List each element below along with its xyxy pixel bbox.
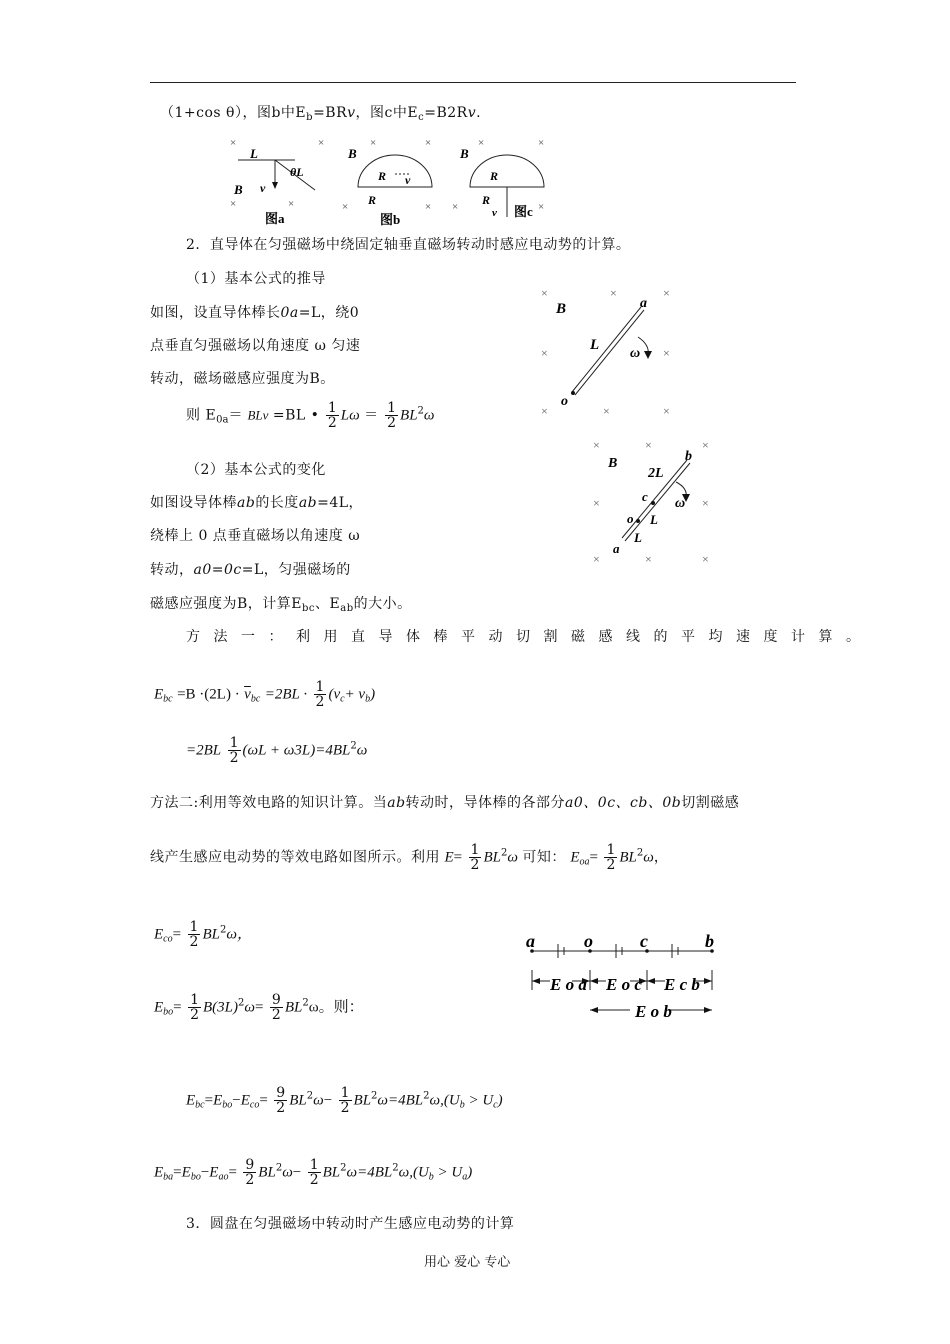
- eqBc-eq1: =: [204, 1092, 214, 1109]
- eqA-frac: [314, 680, 327, 709]
- eqBc-bc: bc: [195, 1099, 205, 1111]
- svg-text:×: ×: [478, 137, 485, 149]
- method2-segs: a0、0c、cb、0b: [565, 795, 682, 811]
- frac-den: 2: [387, 415, 397, 431]
- p2-a0: a0: [193, 562, 212, 578]
- frac-den: 2: [189, 934, 199, 950]
- circuit-a: a: [526, 931, 535, 951]
- equivalent-circuit-line: 线产生感应电动势的等效电路如图所示。利用 E= $\frac{1}{2}$ $BL^2\omega$ 可知： $E_{oa}=$ $\frac{1}{2}$ $BL^2\omega$，: [150, 842, 669, 873]
- eqBa-eq2: =: [228, 1164, 237, 1181]
- p1-line2: 点垂直匀强磁场以角速度 ω 匀速: [150, 338, 361, 354]
- svg-text:×: ×: [702, 438, 709, 452]
- fig2-b: b: [685, 449, 692, 464]
- svg-text:×: ×: [452, 201, 459, 213]
- eqCo-E: E: [154, 926, 164, 943]
- frac-num: 1: [190, 992, 200, 1008]
- eqBo-w: ω: [244, 999, 255, 1016]
- fig-c-R1: R: [490, 169, 499, 183]
- fig2-L2: L: [634, 530, 642, 545]
- method-1-text: 方法一：利用直导体棒平动切割磁感线的平均速度计算。: [186, 629, 874, 645]
- eqBa-close: ): [467, 1164, 473, 1181]
- intro-line: [160, 102, 481, 123]
- eqBo-E: E: [154, 999, 164, 1016]
- eqCo-eq: =: [172, 926, 182, 943]
- eqBa-gt: > U: [433, 1164, 463, 1181]
- fig-b-B: B: [348, 146, 357, 161]
- svg-text:×: ×: [230, 198, 237, 210]
- svg-text:×: ×: [230, 137, 237, 149]
- intro-dot: .: [476, 105, 482, 121]
- p2-line1: [150, 492, 363, 512]
- equation-Eba: $E_{ba}=E_{bo}-E_{ao}=$ $\frac{9}{2}$ $BL^2\omega-$ $\frac{1}{2}$ $BL^2\omega=4BL^2\omega,(U_b > U_a)$: [154, 1157, 473, 1188]
- eq1-BL: BL: [400, 407, 418, 424]
- eqBa-ua: a: [462, 1171, 468, 1183]
- svg-text:×: ×: [603, 404, 610, 418]
- p2-text-a: 如图设导体棒: [150, 495, 237, 511]
- eq1-prefix: 则 E: [186, 407, 217, 424]
- fig1-B: B: [556, 301, 567, 317]
- eqBa-frac1: [243, 1158, 256, 1187]
- eqCo-BL: BL: [202, 926, 220, 943]
- frac-den: 2: [606, 857, 616, 873]
- frac-den: 2: [340, 1100, 350, 1116]
- p2-text-e: =L，匀强磁场的: [241, 562, 351, 578]
- eqB-part1: =2BL: [186, 742, 222, 759]
- eqA-part2: =2BL ·: [264, 686, 308, 703]
- fig2-omega: ω: [675, 496, 686, 511]
- frac-num: 1: [309, 1157, 319, 1173]
- fig2-2L: 2L: [648, 466, 664, 481]
- figure-rotating-rod: [538, 285, 698, 420]
- method2-text-c: 切割磁感: [681, 795, 740, 811]
- svg-text:×: ×: [541, 346, 548, 360]
- p1-text-b: =L，绕0: [298, 305, 360, 321]
- eqBa-bo: bo: [190, 1171, 201, 1183]
- fig-b-R1: R: [378, 169, 387, 183]
- intro-text-1: （1+cos θ），图b中E: [160, 105, 307, 121]
- figure-b: [347, 146, 432, 227]
- svg-text:×: ×: [663, 404, 670, 418]
- eqBo-eq2: =: [254, 999, 264, 1016]
- eqBa-cond: ,(U: [409, 1164, 429, 1181]
- eq1-frac-2: [385, 401, 398, 430]
- line-oa: oa: [579, 856, 590, 868]
- fig-c-v: v: [492, 207, 497, 219]
- eqA-E: E: [154, 686, 164, 703]
- fig-a-thetaL: θL: [290, 165, 304, 179]
- eqBa-E1: E: [154, 1164, 164, 1181]
- fig2-B: B: [608, 456, 618, 471]
- p2-line3: [150, 559, 351, 579]
- intro-text-4: =B2R: [424, 105, 468, 121]
- p2-text-f: 磁感应强度为B，计算E: [150, 596, 303, 612]
- svg-text:×: ×: [538, 201, 545, 213]
- svg-text:×: ×: [541, 286, 548, 300]
- svg-text:×: ×: [645, 552, 652, 566]
- eqBo-end: ω。则：: [308, 999, 364, 1016]
- svg-text:×: ×: [425, 201, 432, 213]
- eqBo-BL: BL: [284, 999, 303, 1016]
- eqBc-bo: bo: [222, 1099, 233, 1111]
- eqA-plus: + v: [344, 686, 366, 703]
- eqA-close: ): [370, 686, 376, 703]
- eq1-w: ω: [423, 407, 435, 424]
- eqA-b: b: [365, 693, 371, 705]
- eqBa-E3: E: [209, 1164, 219, 1181]
- frac-num: 1: [189, 919, 199, 935]
- p2-ab2: ab: [298, 495, 318, 511]
- svg-text:×: ×: [645, 438, 652, 452]
- frac-num: 1: [327, 400, 337, 416]
- intro-text-2: =BR: [313, 105, 348, 121]
- eqCo-w: ω，: [226, 926, 252, 943]
- circuit-Ecb: E c b: [664, 975, 700, 994]
- fig2-a: a: [613, 541, 620, 556]
- eqBc-cond: ,(U: [440, 1092, 460, 1109]
- eqA-c: c: [340, 693, 345, 705]
- subsection-1-title: （1）基本公式的推导: [186, 271, 326, 287]
- frac-num-9: 9: [245, 1157, 255, 1173]
- p1-line1: [150, 302, 359, 322]
- line-eq-text: 线产生感应电动势的等效电路如图所示。利用: [150, 849, 440, 866]
- eqA-part3: (v: [328, 686, 341, 703]
- eqBa-res: =4BL: [357, 1164, 393, 1181]
- frac-den: 2: [229, 750, 239, 766]
- intro-v: v: [347, 105, 356, 121]
- frac-den: 2: [271, 1007, 281, 1023]
- circuit-Eoc: E o c: [606, 975, 642, 994]
- eqBc-w2: ω: [377, 1092, 389, 1109]
- eqBa-w3: ω: [398, 1164, 410, 1181]
- p2-text-d: 转动，: [150, 562, 194, 578]
- eqBo-sub: bo: [163, 1006, 174, 1018]
- intro-v2: v: [467, 105, 477, 121]
- fig2-L1: L: [650, 512, 658, 527]
- frac-den: 2: [327, 415, 337, 431]
- equivalent-circuit: [520, 928, 730, 1023]
- method2-text-b: 转动时，导体棒的各部分: [405, 795, 566, 811]
- eqA-part1: =B ·(2L) ·: [177, 686, 240, 703]
- p2-text-c: =4L，: [317, 495, 364, 511]
- eqBc-co: co: [249, 1099, 260, 1111]
- frac-num: 1: [229, 735, 239, 751]
- fig-a-L: L: [250, 146, 258, 161]
- fig-b-label: 图b: [380, 212, 401, 227]
- fig-c-R2: R: [482, 193, 491, 207]
- eqBc-w3: ω: [429, 1092, 441, 1109]
- line-w: ω: [507, 849, 518, 866]
- section-3-title: 3．圆盘在匀强磁场中转动时产生感应电动势的计算: [186, 1216, 515, 1232]
- fig2-o: o: [627, 511, 634, 526]
- eqBa-w1: ω: [282, 1164, 293, 1181]
- eq1-Lw: Lω: [340, 407, 360, 424]
- page-footer: 用心 爱心 专心: [424, 1255, 511, 1270]
- frac-den: 2: [190, 1007, 200, 1023]
- eqBc-E1: E: [186, 1092, 196, 1109]
- eqB-frac: [228, 736, 241, 765]
- eqBc-E3: E: [240, 1092, 250, 1109]
- frac-den: 2: [276, 1100, 286, 1116]
- eq1-sub: 0a: [216, 414, 229, 426]
- svg-text:×: ×: [663, 346, 670, 360]
- svg-text:×: ×: [593, 496, 600, 510]
- equation-Eco: $E_{co}=$ $\frac{1}{2}$ $BL^2\omega$，: [154, 919, 252, 950]
- frac-num-9: 9: [271, 992, 281, 1008]
- eqCo-frac: [188, 920, 201, 949]
- line-frac: [469, 843, 482, 872]
- circuit-Eoa: E o a: [550, 975, 587, 994]
- eqBa-w2: ω: [346, 1164, 358, 1181]
- eqBc-frac1: [274, 1086, 287, 1115]
- eq1-eq2: ＝: [364, 407, 379, 424]
- fig2-c: c: [642, 489, 648, 504]
- p2-0c: 0c: [224, 562, 242, 578]
- eqBc-BL2: BL: [353, 1092, 372, 1109]
- fig1-L: L: [590, 337, 600, 353]
- fig1-a: a: [640, 296, 647, 311]
- equation-Ebo: $E_{bo}=$ $\frac{1}{2}$ $B(3L)^2\omega=$ $\frac{9}{2}$ $BL^2\omega$。则：: [154, 992, 364, 1023]
- frac-num: 1: [606, 842, 616, 858]
- equation-A: [154, 680, 375, 709]
- frac-den: 2: [315, 694, 325, 710]
- eqBo-B3L: B(3L): [203, 999, 239, 1016]
- eqBc-close: ): [497, 1092, 503, 1109]
- line-eq2: =: [589, 849, 598, 866]
- frac-num: 1: [387, 400, 397, 416]
- p2-eq: =: [211, 562, 224, 578]
- frac-num: 1: [340, 1085, 350, 1101]
- line-BL: BL: [483, 849, 501, 866]
- fig-c-label: 图c: [514, 204, 533, 219]
- figures-abc: [220, 132, 560, 227]
- p2-ab3: ab: [340, 603, 354, 614]
- eqBa-ba: ba: [163, 1171, 174, 1183]
- svg-text:×: ×: [541, 404, 548, 418]
- p2-text-g: 的大小。: [353, 596, 412, 612]
- header-rule: [150, 82, 796, 83]
- eqBc-w1: ω: [313, 1092, 324, 1109]
- svg-text:×: ×: [538, 137, 545, 149]
- fig1-omega: ω: [630, 346, 641, 361]
- svg-text:×: ×: [288, 198, 295, 210]
- svg-text:×: ×: [425, 137, 432, 149]
- frac-num: 1: [470, 842, 480, 858]
- eqBa-BL2: BL: [322, 1164, 341, 1181]
- svg-text:×: ×: [593, 438, 600, 452]
- circuit-o: o: [584, 931, 593, 951]
- p2-ab: ab: [237, 495, 256, 511]
- fig-c-B: B: [460, 146, 469, 161]
- eqBc-BL1: BL: [289, 1092, 307, 1109]
- circuit-Eob: E o b: [635, 1002, 672, 1021]
- eqBa-eq1: =: [173, 1164, 182, 1181]
- fig-b-R2: R: [368, 193, 377, 207]
- frac-num-9: 9: [276, 1085, 286, 1101]
- fig-a-label: 图a: [265, 211, 285, 226]
- fig1-o: o: [561, 394, 568, 409]
- svg-text:×: ×: [370, 137, 377, 149]
- eqB-part2: (ωL + ω3L)=4BL: [242, 742, 351, 759]
- eq1-eq: ＝: [228, 407, 243, 424]
- p2-text-b: 的长度: [255, 495, 299, 511]
- eqBc-eq2: =: [259, 1092, 268, 1109]
- eq1-frac-1: [326, 401, 339, 430]
- eqA-vsub: bc: [250, 693, 261, 705]
- line-w2: ω: [643, 849, 654, 866]
- circuit-c: c: [640, 931, 648, 951]
- svg-text:×: ×: [702, 496, 709, 510]
- eqBa-frac2: [308, 1158, 321, 1187]
- subsection-2-title: （2）基本公式的变化: [186, 462, 326, 478]
- p2-sep: 、E: [315, 596, 341, 612]
- eqBc-frac2: [339, 1086, 352, 1115]
- svg-text:×: ×: [702, 552, 709, 566]
- figure-rod-abc: [590, 435, 720, 570]
- frac-num: 1: [315, 679, 325, 695]
- equation-B: =2BL $\frac{1}{2}$ $(\omega L + \omega 3L)=4BL^2\omega$: [186, 735, 368, 766]
- eqBo-eq: =: [173, 999, 182, 1016]
- section-2-title: 2．直导体在匀强磁场中绕固定轴垂直磁场转动时感应电动势的计算。: [186, 237, 631, 253]
- p2-line2: 绕棒上 0 点垂直磁场以角速度 ω: [150, 528, 361, 544]
- figure-a: [233, 146, 315, 226]
- equation-Ebc: $E_{bc}=E_{bo}-E_{co}=$ $\frac{9}{2}$ $BL^2\omega-$ $\frac{1}{2}$ $BL^2\omega=4BL^2\omega,(U_b > U_c)$: [186, 1085, 503, 1116]
- fig-a-v: v: [260, 181, 266, 195]
- line-BL2: BL: [619, 849, 637, 866]
- line-kz: 可知：: [522, 849, 566, 866]
- intro-text-3: ，图c中E: [355, 105, 419, 121]
- line-E: E: [444, 849, 454, 866]
- p1-line3: 转动，磁场磁感应强度为B。: [150, 371, 335, 387]
- svg-text:×: ×: [342, 201, 349, 213]
- eqBa-ub: b: [428, 1171, 434, 1183]
- eqBc-res: =4BL: [388, 1092, 424, 1109]
- figure-c: [459, 146, 544, 219]
- p2-line4: [150, 593, 412, 614]
- svg-text:×: ×: [593, 552, 600, 566]
- p1-text-a: 如图，设直导体棒长: [150, 305, 281, 321]
- eqBa-ao: ao: [218, 1171, 229, 1183]
- eq1-mid: =BL •: [272, 407, 320, 424]
- p1-0a: 0a: [280, 305, 299, 321]
- line-comma: ，: [653, 849, 669, 866]
- svg-text:×: ×: [610, 286, 617, 300]
- eqBa-BL1: BL: [258, 1164, 276, 1181]
- intro-sub-c: c: [418, 112, 425, 123]
- eqA-v: $\overline{v}$: [244, 686, 251, 703]
- eqCo-sub: co: [163, 933, 173, 945]
- eqBc-E2: E: [213, 1092, 223, 1109]
- svg-text:×: ×: [318, 137, 325, 149]
- method2-ab: ab: [387, 795, 406, 811]
- method2-text-a: 方法二:利用等效电路的知识计算。当: [150, 795, 388, 811]
- circuit-b: b: [705, 931, 714, 951]
- method-2-line: [150, 792, 739, 812]
- fig-a-B: B: [234, 182, 243, 197]
- eqBc-ub: b: [459, 1099, 465, 1111]
- eqBa-E2: E: [181, 1164, 191, 1181]
- fig-b-v: v: [405, 173, 411, 187]
- frac-den: 2: [245, 1172, 255, 1188]
- eqB-w: ω: [356, 742, 368, 759]
- eqBc-gt: > U: [464, 1092, 494, 1109]
- eqA-sub: bc: [163, 693, 173, 705]
- eqBo-frac: [188, 993, 201, 1022]
- line-eq: =: [453, 849, 463, 866]
- eqBc-uc: c: [493, 1099, 498, 1111]
- eq1-BLv: BLv: [247, 407, 269, 423]
- eqBo-frac2: [270, 993, 283, 1022]
- p2-bc: bc: [302, 603, 316, 614]
- svg-text:×: ×: [663, 286, 670, 300]
- frac-den: 2: [470, 857, 480, 873]
- intro-sub-b: b: [306, 112, 314, 123]
- line-Eoa: E: [570, 849, 580, 866]
- equation-1: 则 $E_{0a}=$ BLv =BL • $\frac{1}{2}$ Lω ＝ $\frac{1}{2}$ $BL^2\omega$: [186, 400, 435, 431]
- frac-den: 2: [309, 1172, 319, 1188]
- line-frac2: [604, 843, 617, 872]
